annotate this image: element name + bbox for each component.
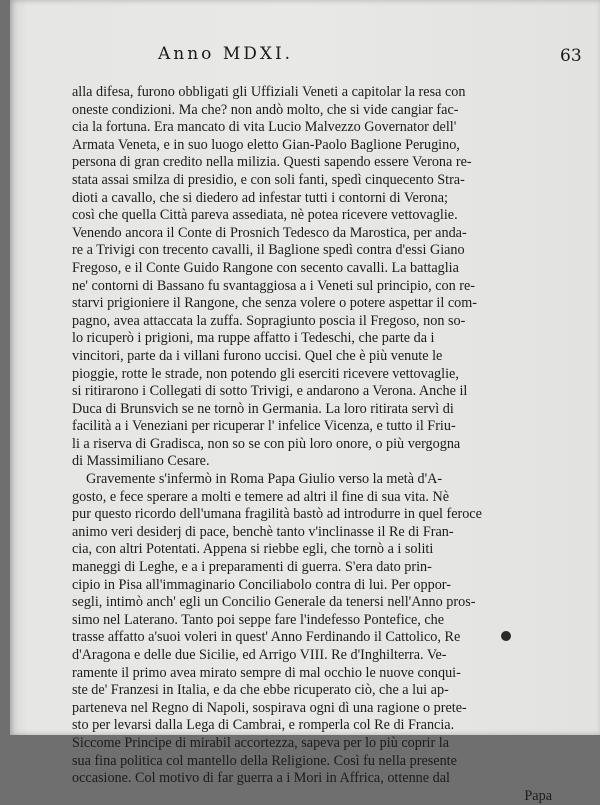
text-line: lo ricuperò i prigioni, ma ruppe affatto i Tedeschi, che parte da i <box>72 330 435 347</box>
text-line: Siccome Principe di mirabil accortezza, sapeva per lo più coprir la <box>72 734 449 751</box>
running-title: Anno MDXI. <box>158 44 294 64</box>
text-line: cia, con altri Potentati. Appena si riebbe egli, che tornò a i soliti <box>72 541 434 558</box>
book-page <box>10 0 600 804</box>
text-line: si ritirarono i Collegati di sotto Trivigi, e andarono a Verona. Anche il <box>72 383 468 400</box>
body-text <box>72 84 560 805</box>
text-line: alla difesa, furono obbligati gli Uffiziali Veneti a capitolar la resa con <box>72 84 466 100</box>
text-line: segli, intimò anch' egli un Concilio Generale da tenersi nell'Anno pros- <box>72 594 476 611</box>
text-line: Gravemente s'infermò in Roma Papa Giulio verso la metà d'A- <box>86 471 443 488</box>
text-line: sua fina politica col mantello della Religione. Così fu nella presente <box>72 752 457 769</box>
text-line: re a Trivigi con trecento cavalli, il Baglione spedì contra d'essi Giano <box>72 242 465 259</box>
text-line: parteneva nel Regno di Napoli, sospirava ogni dì una ragione o prete- <box>72 699 467 716</box>
page-header <box>10 44 600 74</box>
text-line: di Massimiliano Cesare. <box>72 453 210 470</box>
text-line: pioggie, rotte le strade, non potendo gli eserciti ricevere vettovaglie, <box>72 365 459 382</box>
text-line: ramente il primo avea mirato sempre di mal occhio le nuove conqui- <box>72 664 461 681</box>
text-line: pagno, avea attaccata la zuffa. Sopragiunto poscia il Fregoso, non so- <box>72 312 466 329</box>
text-line: simo nel Laterano. Tanto poi seppe fare l'indefesso Pontefice, che <box>72 611 445 628</box>
text-line: Armata Veneta, e in suo luogo eletto Gian-Paolo Baglione Perugino, <box>72 136 460 153</box>
text-line: pur questo ricordo dell'umana fragilità bastò ad introdurre in quel feroce <box>72 506 482 523</box>
text-line: cia la fortuna. Era mancato di vita Lucio Malvezzo Governator dell' <box>72 119 457 136</box>
page-number: 63 <box>560 46 582 66</box>
text-line: oneste condizioni. Ma che? non andò molto, che si vide cangiar fac- <box>72 101 459 118</box>
text-line: sto per levarsi dalla Lega di Cambrai, e romperla col Re di Francia. <box>72 717 455 734</box>
ink-spot <box>501 631 511 641</box>
text-line: Venendo ancora il Conte di Prosnich Tedesco da Marostica, per anda- <box>72 224 467 241</box>
text-line: ne' contorni di Bassano fu svantaggiosa a i Veneti sul principio, con re- <box>72 277 475 294</box>
text-line: trasse affatto a'suoi voleri in quest' Anno Ferdinando il Cattolico, Re <box>72 629 461 646</box>
text-line: dioti a cavallo, che si diedero ad infestar tutti i contorni di Verona; <box>72 189 448 206</box>
text-line: stata assai smilza di presidio, e con soli fanti, spedì cinquecento Stra- <box>72 171 465 188</box>
text-line: ste de' Franzesi in Italia, e da che ebbe ricuperato ciò, che a lui ap- <box>72 682 449 699</box>
text-line: maneggi di Leghe, e a i preparamenti di guerra. S'era dato prin- <box>72 559 432 576</box>
text-line: cipio in Pisa all'immaginario Conciliabolo contra di lui. Per oppor- <box>72 576 451 593</box>
text-line: facilità a i Veneziani per ricuperar l' infelice Vicenza, e tutto il Friu- <box>72 418 456 435</box>
catchword: Papa <box>524 787 552 804</box>
text-line: vincitori, parte da i villani furono uccisi. Quel che è più venute le <box>72 347 443 364</box>
text-line: così che quella Città pareva assediata, nè potea ricevere vettovaglie. <box>72 207 458 224</box>
text-line: gosto, e fece sperare a molti e temere ad altri il fine di sua vita. Nè <box>72 488 449 505</box>
text-line: animo veri desiderj di pace, benchè tanto v'inclinasse il Re di Fran- <box>72 523 454 540</box>
text-line: li a riserva di Gradisca, non so se con più loro onore, o più vergogna <box>72 435 461 452</box>
text-line: starvi prigioniere il Rangone, che senza volere o potere aspettar il com- <box>72 295 477 312</box>
text-line: persona di gran credito nella milizia. Questi sapendo essere Verona re- <box>72 154 472 171</box>
text-line: occasione. Col motivo di far guerra a i Mori in Affrica, ottenne dal <box>72 770 450 787</box>
text-line: Fregoso, e il Conte Guido Rangone con secento cavalli. La battaglia <box>72 259 459 276</box>
text-line: d'Aragona e delle due Sicilie, ed Arrigo VIII. Re d'Inghilterra. Ve- <box>72 647 447 663</box>
text-line: Duca di Brunsvich se ne tornò in Germania. La loro ritirata servì di <box>72 400 454 417</box>
